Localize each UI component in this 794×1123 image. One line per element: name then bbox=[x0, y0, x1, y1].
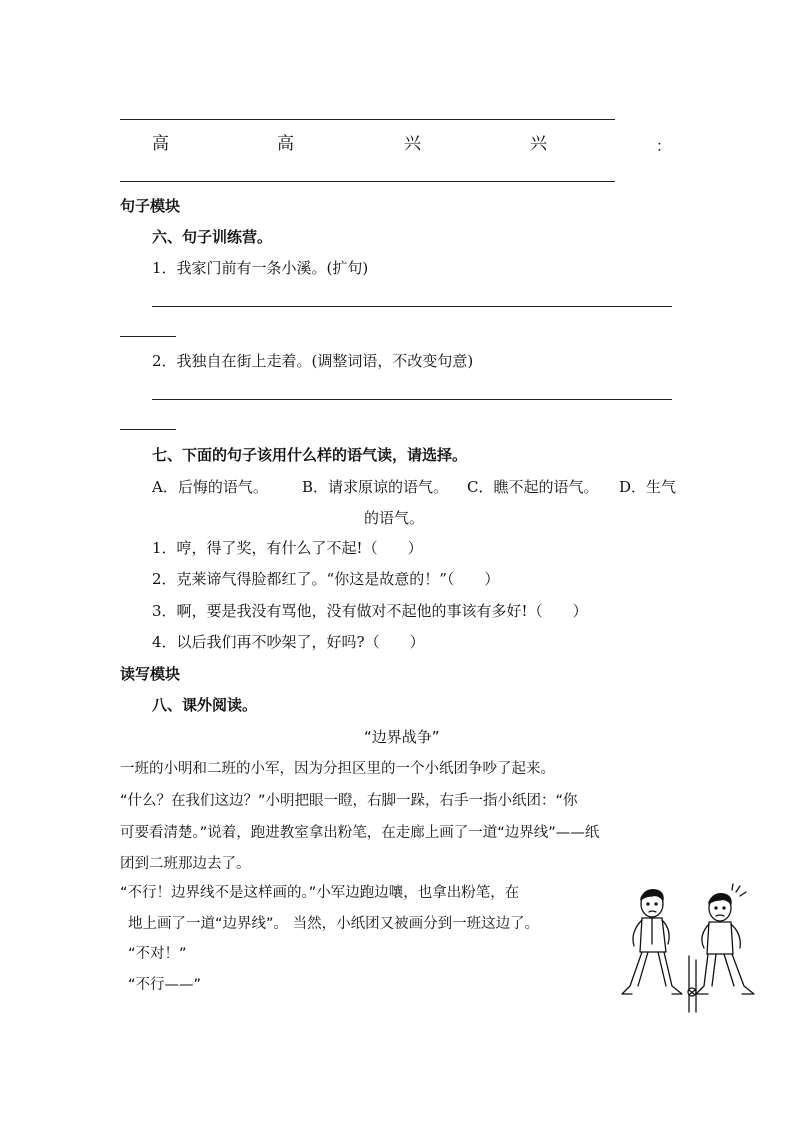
question-7-item-3: 3．啊，要是我没有骂他，没有做对不起他的事该有多好!（ ） bbox=[152, 602, 588, 620]
question-6-title: 六、句子训练营。 bbox=[152, 228, 273, 246]
question-7-item-2: 2．克莱谛气得脸都红了。“你这是故意的！”（ ） bbox=[152, 570, 500, 588]
question-8-title: 八、课外阅读。 bbox=[152, 696, 258, 714]
question-7-option-d-wrap: 的语气。 bbox=[364, 509, 425, 527]
two-boys-arguing-illustration bbox=[612, 882, 764, 1014]
section-heading-sentence: 句子模块 bbox=[120, 197, 181, 215]
answer-line-6-1a[interactable] bbox=[152, 306, 672, 307]
question-7-item-4: 4．以后我们再不吵架了，好吗?（ ） bbox=[152, 633, 425, 651]
passage-line-4: 团到二班那边去了。 bbox=[120, 856, 251, 872]
answer-line-6-1b[interactable] bbox=[120, 336, 176, 337]
question-7-option-a: A．后悔的语气。 bbox=[152, 478, 268, 496]
passage-line-7: “不对！” bbox=[128, 946, 187, 962]
passage-title: “边界战争” bbox=[364, 728, 440, 746]
section-heading-reading: 读写模块 bbox=[120, 665, 181, 683]
answer-line-6-2a[interactable] bbox=[152, 399, 672, 400]
passage-line-1: 一班的小明和二班的小军，因为分担区里的一个小纸团争吵了起来。 bbox=[120, 761, 555, 777]
question-7-option-d: D．生气 bbox=[619, 478, 677, 496]
passage-line-8: “不行——” bbox=[128, 977, 202, 993]
question-7-title: 七、下面的句子该用什么样的语气读，请选择。 bbox=[152, 446, 468, 464]
answer-line-top bbox=[120, 119, 615, 120]
blank-char-1: 高 bbox=[152, 134, 169, 154]
question-6-item-1: 1．我家门前有一条小溪。(扩句) bbox=[152, 259, 369, 277]
passage-line-5: “不行！边界线不是这样画的。”小军边跑边嚷，也拿出粉笔，在 bbox=[120, 885, 520, 901]
blank-char-5: ： bbox=[656, 137, 672, 155]
blank-char-3: 兴 bbox=[404, 134, 421, 154]
answer-line-top-2 bbox=[120, 181, 615, 182]
answer-line-6-2b[interactable] bbox=[120, 429, 176, 430]
question-7-option-c: C．瞧不起的语气。 bbox=[467, 478, 599, 496]
passage-line-3: 可要看清楚。”说着，跑进教室拿出粉笔，在走廊上画了一道“边界线”——纸 bbox=[120, 825, 600, 841]
question-7-option-b: B．请求原谅的语气。 bbox=[302, 478, 449, 496]
passage-line-6: 地上画了一道“边界线”。 当然，小纸团又被画分到一班这边了。 bbox=[128, 916, 540, 932]
blank-char-4: 兴 bbox=[530, 134, 547, 154]
question-7-item-1: 1．哼，得了奖，有什么了不起!（ ） bbox=[152, 539, 423, 557]
passage-line-2: “什么？在我们这边？”小明把眼一瞪，右脚一跺，右手一指小纸团：“你 bbox=[120, 793, 578, 809]
blank-char-2: 高 bbox=[277, 134, 294, 154]
question-6-item-2: 2．我独自在街上走着。(调整词语，不改变句意) bbox=[152, 352, 474, 370]
